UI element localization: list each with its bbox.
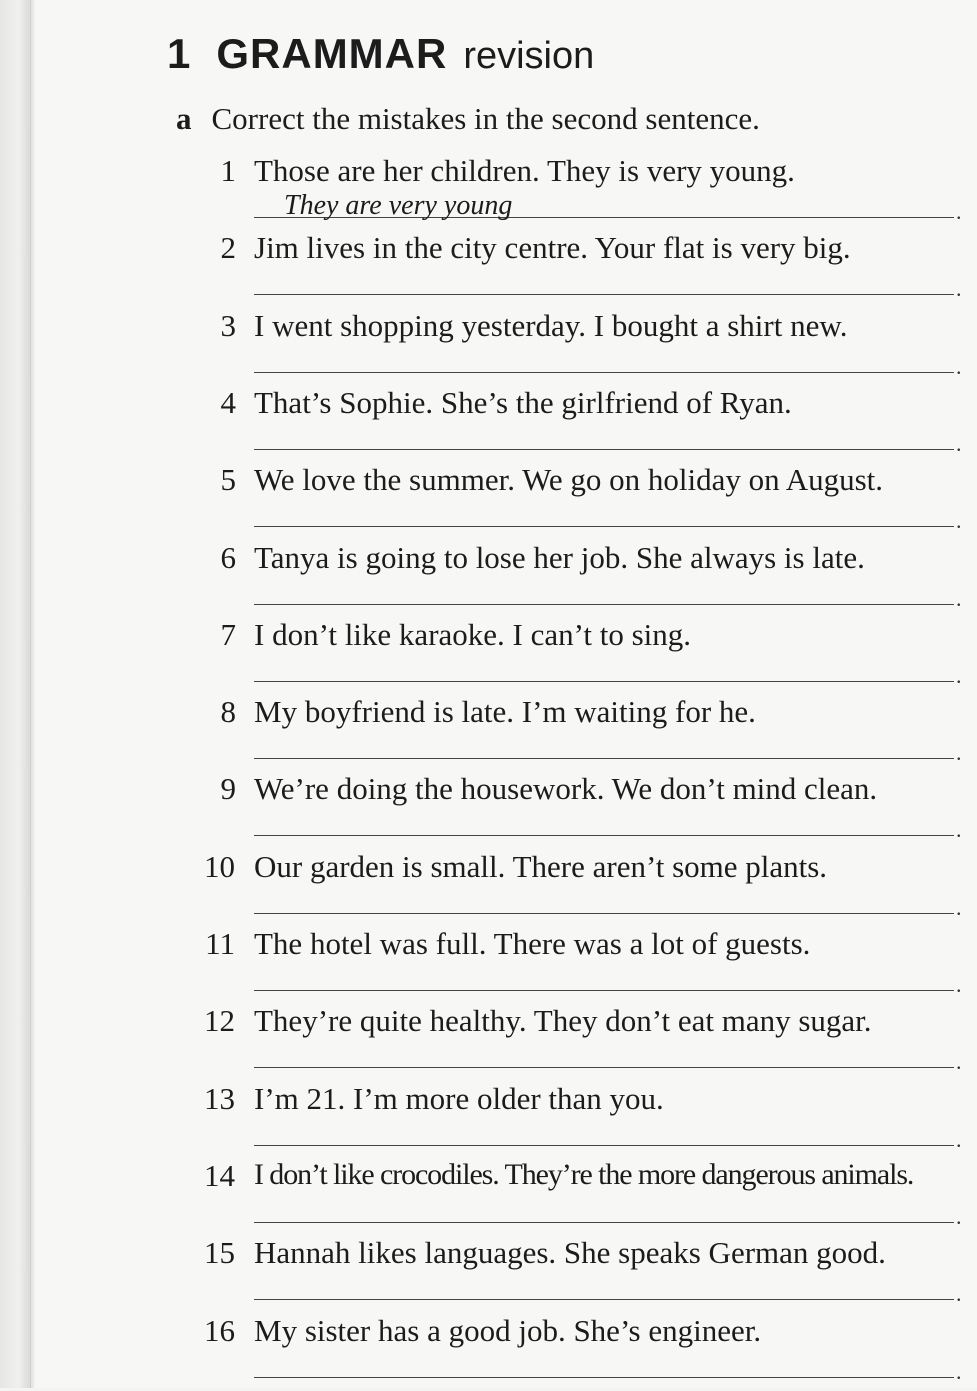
exercise-item	[0, 1235, 977, 1313]
answer-line[interactable]	[254, 835, 954, 836]
instruction-text: Correct the mistakes in the second sentence.	[211, 101, 760, 136]
item-sentence: Those are her children. They is very young.	[254, 153, 795, 188]
item-number: 7	[220, 616, 236, 652]
item-number: 4	[220, 384, 236, 420]
item-sentence: They’re quite healthy. They don’t eat many sugar.	[254, 1003, 872, 1039]
item-number: 8	[220, 694, 236, 730]
item-number: 16	[204, 1312, 235, 1348]
item-number: 5	[220, 462, 236, 498]
line-end-period: .	[956, 353, 962, 379]
line-end-period: .	[956, 662, 962, 688]
exercise-item	[0, 694, 977, 772]
item-sentence: Tanya is going to lose her job. She always is late.	[254, 539, 865, 575]
line-end-period: .	[956, 740, 962, 766]
item-sentence: I don’t like karaoke. I can’t to sing.	[254, 616, 692, 652]
exercise-item	[0, 771, 977, 849]
item-number: 3	[220, 307, 236, 343]
exercise-item	[0, 153, 977, 231]
answer-line[interactable]	[254, 990, 954, 991]
example-answer: They are very young	[284, 190, 513, 221]
line-end-period: .	[956, 1126, 962, 1152]
section-number: 1	[167, 30, 191, 77]
section-subheading: revision	[463, 35, 595, 77]
line-end-period: .	[956, 430, 962, 456]
exercise-item	[0, 385, 977, 463]
line-end-period: .	[956, 1358, 962, 1384]
exercise-item	[0, 1081, 977, 1159]
answer-line[interactable]	[254, 294, 954, 295]
line-end-period: .	[956, 276, 962, 302]
answer-line[interactable]	[254, 913, 954, 914]
answer-line[interactable]	[254, 526, 954, 527]
exercise-item	[0, 926, 977, 1004]
item-number: 11	[205, 926, 235, 961]
line-end-period: .	[956, 1203, 962, 1229]
item-number: 10	[204, 848, 235, 884]
item-sentence: We love the summer. We go on holiday on August.	[254, 462, 884, 498]
answer-line[interactable]	[254, 681, 954, 682]
exercise-item	[0, 617, 977, 695]
exercise-item	[0, 540, 977, 618]
exercise-item	[0, 230, 977, 308]
item-sentence: Our garden is small. There aren’t some plants.	[254, 848, 828, 884]
line-end-period: .	[956, 585, 962, 611]
answer-line[interactable]	[254, 758, 954, 759]
item-number: 6	[220, 539, 236, 575]
section-title	[167, 30, 594, 86]
line-end-period: .	[956, 199, 962, 224]
item-number: 14	[204, 1157, 235, 1193]
answer-line[interactable]	[254, 1299, 954, 1300]
item-sentence: The hotel was full. There was a lot of guests.	[254, 926, 811, 961]
exercise-item	[0, 849, 977, 927]
answer-line[interactable]	[254, 372, 954, 373]
item-sentence: We’re doing the housework. We don’t mind clean.	[254, 771, 878, 807]
line-end-period: .	[956, 508, 962, 534]
section-heading: GRAMMAR	[216, 30, 448, 77]
answer-line[interactable]	[254, 449, 954, 450]
item-sentence: My boyfriend is late. I’m waiting for he.	[254, 694, 756, 730]
item-sentence: That’s Sophie. She’s the girlfriend of Ryan.	[254, 384, 792, 420]
exercise-instruction	[176, 101, 760, 137]
line-end-period: .	[956, 1281, 962, 1307]
line-end-period: .	[956, 1049, 962, 1075]
item-number: 1	[220, 153, 236, 188]
exercise-letter: a	[176, 101, 192, 136]
item-number: 2	[220, 230, 236, 266]
answer-line[interactable]	[254, 1145, 954, 1146]
item-number: 13	[204, 1080, 235, 1116]
answer-line[interactable]	[254, 604, 954, 605]
item-number: 9	[220, 771, 236, 807]
answer-line[interactable]	[254, 1067, 954, 1068]
exercise-item	[0, 308, 977, 386]
exercise-item	[0, 1313, 977, 1391]
exercise-item	[0, 1158, 977, 1236]
answer-line[interactable]	[254, 1222, 954, 1223]
item-sentence: Jim lives in the city centre. Your flat is very big.	[254, 230, 851, 266]
line-end-period: .	[956, 972, 962, 997]
line-end-period: .	[956, 894, 962, 920]
item-sentence: My sister has a good job. She’s engineer.	[254, 1312, 762, 1348]
item-number: 12	[204, 1003, 235, 1039]
item-sentence: I’m 21. I’m more older than you.	[254, 1080, 664, 1116]
item-sentence: I don’t like crocodiles. They’re the more dangerous animals.	[254, 1157, 914, 1191]
answer-line[interactable]	[254, 1377, 954, 1378]
item-sentence: I went shopping yesterday. I bought a shirt new.	[254, 307, 848, 343]
exercise-item	[0, 462, 977, 540]
exercise-item	[0, 1003, 977, 1081]
line-end-period: .	[956, 817, 962, 843]
item-number: 15	[204, 1235, 235, 1271]
item-sentence: Hannah likes languages. She speaks German good.	[254, 1235, 886, 1271]
